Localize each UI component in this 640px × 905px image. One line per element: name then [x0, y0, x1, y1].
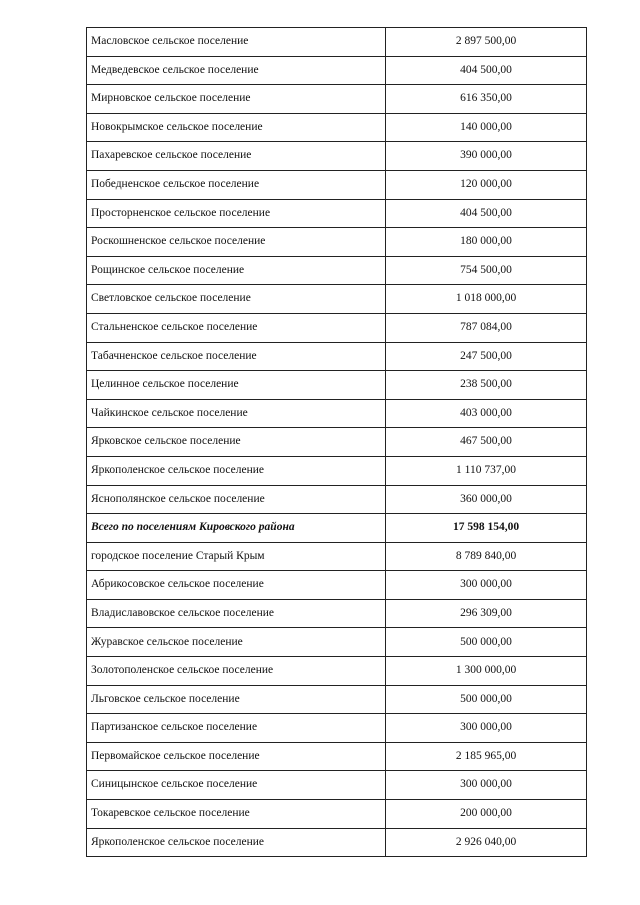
- settlement-amount: 754 500,00: [386, 256, 587, 285]
- table-row: [87, 657, 587, 686]
- table-row: [87, 342, 587, 371]
- settlement-amount: 1 300 000,00: [386, 657, 587, 686]
- table-row: [87, 85, 587, 114]
- settlement-name: Яснополянское сельское поселение: [87, 485, 386, 514]
- settlement-amount: 1 018 000,00: [386, 285, 587, 314]
- settlement-amount: 404 500,00: [386, 199, 587, 228]
- settlement-amount: 247 500,00: [386, 342, 587, 371]
- settlement-name: Абрикосовское сельское поселение: [87, 571, 386, 600]
- settlement-amount: 2 926 040,00: [386, 828, 587, 857]
- settlement-amount: 300 000,00: [386, 571, 587, 600]
- table-row: [87, 428, 587, 457]
- table-row: [87, 771, 587, 800]
- settlement-name: Пахаревское сельское поселение: [87, 142, 386, 171]
- table-row: [87, 199, 587, 228]
- settlement-name: Журавское сельское поселение: [87, 628, 386, 657]
- settlement-amount: 2 897 500,00: [386, 28, 587, 57]
- table-row: [87, 142, 587, 171]
- settlement-name: Масловское сельское поселение: [87, 28, 386, 57]
- table-row: [87, 113, 587, 142]
- settlement-name: Победненское сельское поселение: [87, 170, 386, 199]
- table-row: [87, 571, 587, 600]
- table-row: [87, 256, 587, 285]
- table-row: [87, 800, 587, 829]
- table-row: [87, 542, 587, 571]
- district-total-amount: 17 598 154,00: [386, 514, 587, 543]
- table-row: [87, 228, 587, 257]
- settlement-name: Первомайское сельское поселение: [87, 742, 386, 771]
- settlement-amount: 180 000,00: [386, 228, 587, 257]
- table-row: [87, 599, 587, 628]
- settlement-name: Новокрымское сельское поселение: [87, 113, 386, 142]
- table-row: [87, 456, 587, 485]
- settlement-amount: 2 185 965,00: [386, 742, 587, 771]
- settlement-amount: 296 309,00: [386, 599, 587, 628]
- settlement-amount: 404 500,00: [386, 56, 587, 85]
- settlement-amount: 403 000,00: [386, 399, 587, 428]
- table-row: [87, 685, 587, 714]
- settlement-name: Мирновское сельское поселение: [87, 85, 386, 114]
- settlement-amount: 390 000,00: [386, 142, 587, 171]
- district-total-row: [87, 514, 587, 543]
- table-row: [87, 285, 587, 314]
- settlement-name: Целинное сельское поселение: [87, 371, 386, 400]
- settlement-name: Владиславовское сельское поселение: [87, 599, 386, 628]
- table-row: [87, 742, 587, 771]
- settlement-amount: 200 000,00: [386, 800, 587, 829]
- settlement-name: Стальненское сельское поселение: [87, 313, 386, 342]
- settlement-amount: 8 789 840,00: [386, 542, 587, 571]
- settlement-name: Рощинское сельское поселение: [87, 256, 386, 285]
- settlement-amount: 500 000,00: [386, 628, 587, 657]
- settlement-amount: 120 000,00: [386, 170, 587, 199]
- settlement-name: Чайкинское сельское поселение: [87, 399, 386, 428]
- settlement-amount: 787 084,00: [386, 313, 587, 342]
- table-row: [87, 828, 587, 857]
- table-row: [87, 313, 587, 342]
- settlement-amount: 300 000,00: [386, 771, 587, 800]
- settlement-name: Партизанское сельское поселение: [87, 714, 386, 743]
- settlement-name: Ярковское сельское поселение: [87, 428, 386, 457]
- settlement-amount: 616 350,00: [386, 85, 587, 114]
- settlement-name: Синицынское сельское поселение: [87, 771, 386, 800]
- settlement-name: городское поселение Старый Крым: [87, 542, 386, 571]
- settlement-amount: 467 500,00: [386, 428, 587, 457]
- settlement-name: Светловское сельское поселение: [87, 285, 386, 314]
- settlement-amount: 360 000,00: [386, 485, 587, 514]
- settlement-name: Льговское сельское поселение: [87, 685, 386, 714]
- settlement-name: Роскошненское сельское поселение: [87, 228, 386, 257]
- table-row: [87, 485, 587, 514]
- table-row: [87, 28, 587, 57]
- district-total-label: Всего по поселениям Кировского района: [87, 514, 386, 543]
- settlement-name: Просторненское сельское поселение: [87, 199, 386, 228]
- table-row: [87, 371, 587, 400]
- settlement-name: Медведевское сельское поселение: [87, 56, 386, 85]
- table-row: [87, 170, 587, 199]
- settlement-name: Яркополенское сельское поселение: [87, 828, 386, 857]
- table-row: [87, 56, 587, 85]
- table-row: [87, 628, 587, 657]
- settlement-amount: 300 000,00: [386, 714, 587, 743]
- settlement-amount: 238 500,00: [386, 371, 587, 400]
- settlement-amount: 140 000,00: [386, 113, 587, 142]
- settlement-name: Яркополенское сельское поселение: [87, 456, 386, 485]
- table-row: [87, 714, 587, 743]
- settlement-name: Токаревское сельское поселение: [87, 800, 386, 829]
- settlements-budget-table: [86, 27, 587, 857]
- settlement-amount: 1 110 737,00: [386, 456, 587, 485]
- settlement-amount: 500 000,00: [386, 685, 587, 714]
- table-row: [87, 399, 587, 428]
- settlement-name: Золотополенское сельское поселение: [87, 657, 386, 686]
- settlement-name: Табачненское сельское поселение: [87, 342, 386, 371]
